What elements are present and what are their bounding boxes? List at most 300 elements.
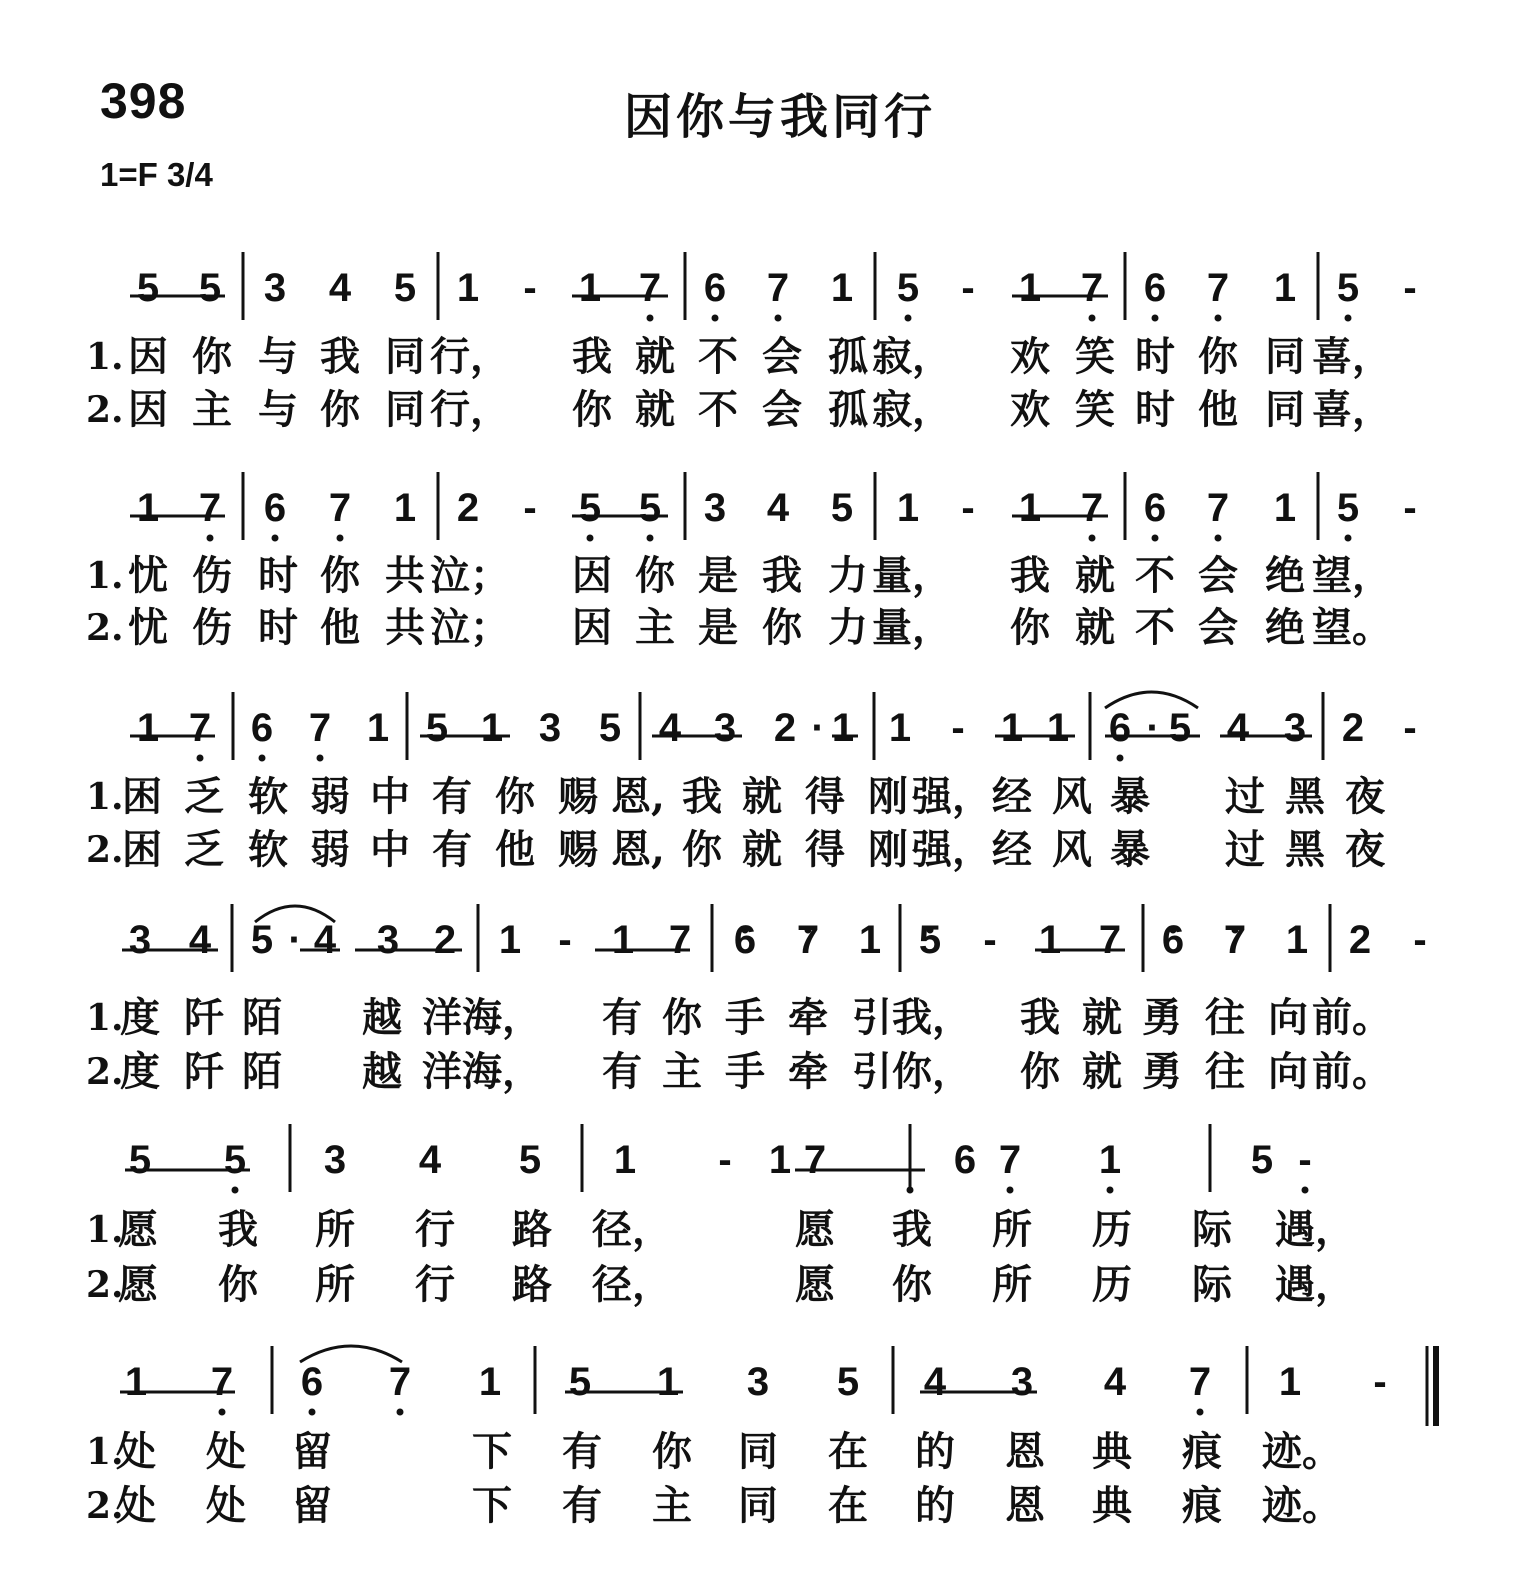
note: 3 <box>376 918 400 962</box>
note: 6 <box>1143 266 1167 310</box>
note: 6 <box>1108 706 1132 750</box>
note: 4 <box>418 1138 442 1182</box>
note: 5 <box>598 706 622 750</box>
note: 6 <box>300 1360 324 1404</box>
lyric-syllable: 海， <box>462 1048 542 1095</box>
lyric-syllable: 所 <box>992 1261 1032 1308</box>
octave-dot <box>309 1409 316 1416</box>
lyric-syllable: 时 <box>258 552 298 599</box>
note-dash: - <box>558 918 572 962</box>
lyric-syllable: 量， <box>872 552 952 599</box>
lyric-syllable: 中 <box>370 826 410 873</box>
lyric-syllable: 典 <box>1092 1428 1132 1475</box>
lyric-syllable: 黑 <box>1285 773 1325 820</box>
lyric-syllable: 软 <box>248 826 288 873</box>
note-dash: - <box>1403 266 1417 310</box>
octave-dot <box>1215 535 1222 542</box>
note: 5 <box>128 1138 152 1182</box>
lyric-syllable: 径， <box>592 1206 672 1253</box>
verse-number: 2. <box>86 607 124 649</box>
lyric-syllable: 有 <box>562 1482 602 1529</box>
lyric-syllable: 历 <box>1092 1206 1132 1253</box>
lyric-syllable: 同 <box>385 333 425 380</box>
verse-number: 1. <box>86 1431 124 1473</box>
lyric-syllable: 我 <box>762 552 802 599</box>
note: 3 <box>128 918 152 962</box>
note: 1 <box>498 918 522 962</box>
note: 3 <box>1283 706 1307 750</box>
lyric-syllable: 时 <box>258 604 298 651</box>
note: 5 <box>568 1360 592 1404</box>
octave-dot <box>1152 535 1159 542</box>
key-signature: 1=F 3/4 <box>100 156 213 193</box>
note: 7 <box>1098 918 1122 962</box>
lyric-syllable: 会 <box>762 386 802 433</box>
dot-rhythm: · <box>811 706 825 750</box>
lyric-syllable: 得 <box>805 826 845 873</box>
note: 5 <box>1336 486 1360 530</box>
note: 5 <box>136 266 160 310</box>
octave-dot <box>397 1409 404 1416</box>
lyric-syllable: 就 <box>1075 552 1115 599</box>
note: 2 <box>456 486 480 530</box>
lyric-syllable: 软 <box>248 773 288 820</box>
note: 5 <box>918 918 942 962</box>
octave-dot <box>647 315 654 322</box>
lyric-syllable: 弱 <box>310 826 350 873</box>
note: 6 <box>733 918 757 962</box>
note: 1 <box>1278 1360 1302 1404</box>
lyric-syllable: 勇 <box>1142 994 1182 1041</box>
octave-dot <box>775 315 782 322</box>
note: 5 <box>198 266 222 310</box>
lyric-syllable: 夜 <box>1345 826 1385 873</box>
note: 1 <box>858 918 882 962</box>
note: 1 <box>1273 266 1297 310</box>
octave-dot <box>272 535 279 542</box>
lyric-syllable: 愿 <box>118 1206 158 1253</box>
note: 1 <box>478 1360 502 1404</box>
note: 1 <box>366 706 390 750</box>
note: 7 <box>1188 1360 1212 1404</box>
lyric-syllable: 有 <box>602 1048 642 1095</box>
lyric-syllable: 径， <box>592 1261 672 1308</box>
lyric-syllable: 就 <box>742 773 782 820</box>
lyric-syllable: 手 <box>725 1048 765 1095</box>
lyric-syllable: 因 <box>128 386 168 433</box>
lyric-syllable: 所 <box>315 1206 355 1253</box>
note: 1 <box>1285 918 1309 962</box>
note: 6 <box>263 486 287 530</box>
note-dash: - <box>961 266 975 310</box>
lyric-syllable: 遇， <box>1275 1261 1355 1308</box>
note: 1 <box>1018 266 1042 310</box>
lyric-syllable: 是 <box>698 552 738 599</box>
note-dash: - <box>718 1138 732 1182</box>
octave-dot <box>317 755 324 762</box>
lyric-syllable: 赐 <box>558 773 598 820</box>
verse-number: 2. <box>86 389 124 431</box>
lyric-syllable: 主 <box>652 1482 692 1529</box>
lyric-syllable: 不 <box>698 333 738 380</box>
lyric-syllable: 刚 <box>868 773 908 820</box>
lyric-syllable: 风 <box>1052 826 1092 873</box>
lyric-syllable: 喜， <box>1312 386 1392 433</box>
lyric-syllable: 你 <box>682 826 722 873</box>
lyric-syllable: 的 <box>915 1482 955 1529</box>
lyric-syllable: 就 <box>1082 1048 1122 1095</box>
lyric-syllable: 泣； <box>430 552 510 599</box>
lyric-syllable: 你 <box>1010 604 1050 651</box>
lyric-syllable: 因 <box>572 552 612 599</box>
note-dash: - <box>983 918 997 962</box>
lyric-syllable: 越 <box>362 1048 402 1095</box>
note: 4 <box>1226 706 1250 750</box>
lyric-syllable: 你 <box>662 994 702 1041</box>
lyric-syllable: 会 <box>1198 552 1238 599</box>
octave-dot <box>587 535 594 542</box>
octave-dot <box>1345 315 1352 322</box>
lyric-syllable: 愿 <box>795 1261 835 1308</box>
note: 4 <box>658 706 682 750</box>
lyric-syllable: 前。 <box>1312 994 1392 1041</box>
octave-dot <box>1089 315 1096 322</box>
lyric-syllable: 陌 <box>242 994 282 1041</box>
lyric-syllable: 留 <box>292 1482 332 1529</box>
note: 1 <box>888 706 912 750</box>
octave-dot <box>1302 1187 1309 1194</box>
lyric-syllable: 笑 <box>1075 386 1115 433</box>
note: 2 <box>773 706 797 750</box>
lyric-syllable: 你 <box>320 552 360 599</box>
lyric-syllable: 忧 <box>128 604 168 651</box>
lyric-syllable: 牵 <box>788 1048 828 1095</box>
lyric-syllable: 所 <box>315 1261 355 1308</box>
note: 1 <box>578 266 602 310</box>
lyric-syllable: 伤 <box>192 604 232 651</box>
lyric-syllable: 黑 <box>1285 826 1325 873</box>
lyric-syllable: 你 <box>635 552 675 599</box>
lyric-syllable: 会 <box>762 333 802 380</box>
lyric-syllable: 你 <box>320 386 360 433</box>
lyric-syllable: 勇 <box>1142 1048 1182 1095</box>
lyric-syllable: 弱 <box>310 773 350 820</box>
lyric-syllable: 他 <box>495 826 535 873</box>
lyric-syllable: 处 <box>206 1428 246 1475</box>
verse-number: 2. <box>86 1051 124 1093</box>
note: 3 <box>1010 1360 1034 1404</box>
lyric-syllable: 你 <box>1020 1048 1060 1095</box>
note: 5 <box>393 266 417 310</box>
lyric-syllable: 越 <box>362 994 402 1041</box>
note: 4 <box>766 486 790 530</box>
lyric-syllable: 你 <box>495 773 535 820</box>
lyric-syllable: 刚 <box>868 826 908 873</box>
lyric-syllable: 阡 <box>184 1048 224 1095</box>
lyric-syllable: 度 <box>120 1048 160 1095</box>
note: 4 <box>313 918 337 962</box>
lyric-syllable: 过 <box>1225 773 1265 820</box>
note-dash: - <box>1298 1138 1312 1182</box>
lyric-syllable: 行， <box>430 333 510 380</box>
lyric-syllable: 引 <box>852 1048 892 1095</box>
lyric-syllable: 泣； <box>430 604 510 651</box>
lyric-syllable: 寂， <box>872 386 952 433</box>
octave-dot <box>1152 315 1159 322</box>
octave-dot <box>1089 535 1096 542</box>
lyric-syllable: 我 <box>218 1206 258 1253</box>
lyric-syllable: 不 <box>1135 604 1175 651</box>
lyric-syllable: 力 <box>828 604 868 651</box>
lyric-syllable: 你 <box>1198 333 1238 380</box>
lyric-syllable: 过 <box>1225 826 1265 873</box>
lyric-syllable: 共 <box>385 552 425 599</box>
dot-rhythm: · <box>288 918 302 962</box>
lyric-syllable: 得 <box>805 773 845 820</box>
lyric-syllable: 恩, <box>611 826 665 873</box>
lyric-syllable: 就 <box>1075 604 1115 651</box>
lyric-syllable: 乏 <box>184 773 224 820</box>
lyric-syllable: 往 <box>1205 1048 1245 1095</box>
lyric-syllable: 海， <box>462 994 542 1041</box>
note: 7 <box>796 918 820 962</box>
note: 1 <box>1098 1138 1122 1182</box>
lyric-syllable: 下 <box>472 1428 512 1475</box>
note: 1 <box>1018 486 1042 530</box>
lyric-syllable: 绝 <box>1265 552 1305 599</box>
lyric-syllable: 绝 <box>1265 604 1305 651</box>
note: 1 <box>768 1138 792 1182</box>
lyric-syllable: 望。 <box>1312 604 1392 651</box>
note: 1 <box>611 918 635 962</box>
lyric-syllable: 同 <box>385 386 425 433</box>
lyric-syllable: 同 <box>1265 333 1305 380</box>
octave-dot <box>207 535 214 542</box>
note: 1 <box>480 706 504 750</box>
verse-number: 2. <box>86 1485 124 1527</box>
note: 7 <box>1206 266 1230 310</box>
lyric-syllable: 暴 <box>1110 773 1150 820</box>
note: 1 <box>136 486 160 530</box>
note: 5 <box>518 1138 542 1182</box>
note: 1 <box>136 706 160 750</box>
note: 7 <box>998 1138 1022 1182</box>
lyric-syllable: 欢 <box>1010 386 1050 433</box>
lyric-syllable: 寂， <box>872 333 952 380</box>
note: 7 <box>803 1138 827 1182</box>
lyric-syllable: 主 <box>635 604 675 651</box>
lyric-syllable: 的 <box>915 1428 955 1475</box>
lyric-syllable: 际 <box>1192 1206 1232 1253</box>
lyric-syllable: 就 <box>742 826 782 873</box>
note: 5 <box>1250 1138 1274 1182</box>
verse-number: 2. <box>86 1264 124 1306</box>
lyric-syllable: 恩 <box>1005 1428 1045 1475</box>
octave-dot <box>219 1409 226 1416</box>
octave-dot <box>1117 755 1124 762</box>
lyric-syllable: 洋 <box>422 994 462 1041</box>
lyric-syllable: 同 <box>738 1428 778 1475</box>
note: 3 <box>263 266 287 310</box>
note: 2 <box>433 918 457 962</box>
lyric-syllable: 遇， <box>1275 1206 1355 1253</box>
octave-dot <box>907 1187 914 1194</box>
lyric-syllable: 你 <box>218 1261 258 1308</box>
note: 2 <box>1341 706 1365 750</box>
hymn-title: 因你与我同行 <box>623 89 936 145</box>
lyric-syllable: 际 <box>1192 1261 1232 1308</box>
lyric-syllable: 强， <box>912 826 992 873</box>
note: 1 <box>1046 706 1070 750</box>
note: 5 <box>638 486 662 530</box>
note: 6 <box>1143 486 1167 530</box>
verse-number: 2. <box>86 829 124 871</box>
note: 4 <box>188 918 212 962</box>
lyric-syllable: 有 <box>432 826 472 873</box>
lyric-syllable: 你 <box>652 1428 692 1475</box>
lyric-syllable: 会 <box>1198 604 1238 651</box>
verse-number: 1. <box>86 336 124 378</box>
lyric-syllable: 我 <box>892 1206 932 1253</box>
octave-dot <box>197 755 204 762</box>
lyric-syllable: 典 <box>1092 1482 1132 1529</box>
octave-dot <box>1215 315 1222 322</box>
lyric-syllable: 行 <box>415 1206 455 1253</box>
lyric-syllable: 他 <box>320 604 360 651</box>
note: 3 <box>713 706 737 750</box>
note: 7 <box>1080 266 1104 310</box>
lyric-syllable: 引 <box>852 994 892 1041</box>
note-dash: - <box>951 706 965 750</box>
lyric-syllable: 下 <box>472 1482 512 1529</box>
note: 3 <box>703 486 727 530</box>
note: 7 <box>388 1360 412 1404</box>
note: 1 <box>1000 706 1024 750</box>
lyric-syllable: 迹。 <box>1262 1428 1342 1475</box>
lyric-syllable: 痕 <box>1182 1428 1222 1475</box>
lyric-syllable: 就 <box>1082 994 1122 1041</box>
lyric-syllable: 夜 <box>1345 773 1385 820</box>
lyric-syllable: 陌 <box>242 1048 282 1095</box>
verse-number: 1. <box>86 997 124 1039</box>
note: 7 <box>1223 918 1247 962</box>
lyric-syllable: 在 <box>828 1482 868 1529</box>
note: 5 <box>896 266 920 310</box>
note: 5 <box>830 486 854 530</box>
note: 5 <box>1336 266 1360 310</box>
lyric-syllable: 与 <box>258 386 298 433</box>
lyric-syllable: 同 <box>738 1482 778 1529</box>
lyric-syllable: 我， <box>892 994 972 1041</box>
note: 7 <box>210 1360 234 1404</box>
lyric-syllable: 伤 <box>192 552 232 599</box>
lyric-syllable: 所 <box>992 1206 1032 1253</box>
note: 7 <box>328 486 352 530</box>
note: 1 <box>830 266 854 310</box>
lyric-syllable: 时 <box>1135 386 1175 433</box>
note: 1 <box>1038 918 1062 962</box>
note-dash: - <box>1403 486 1417 530</box>
lyric-syllable: 你， <box>892 1048 972 1095</box>
lyric-syllable: 经 <box>992 773 1032 820</box>
octave-dot <box>259 755 266 762</box>
lyric-syllable: 向 <box>1268 994 1308 1041</box>
lyric-syllable: 望， <box>1312 552 1392 599</box>
verse-number: 1. <box>86 1209 124 1251</box>
note: 4 <box>328 266 352 310</box>
lyric-syllable: 因 <box>572 604 612 651</box>
note: 5 <box>425 706 449 750</box>
verse-number: 1. <box>86 555 124 597</box>
lyric-syllable: 时 <box>1135 333 1175 380</box>
lyric-syllable: 暴 <box>1110 826 1150 873</box>
note: 7 <box>308 706 332 750</box>
lyric-syllable: 我 <box>682 773 722 820</box>
note: 7 <box>1206 486 1230 530</box>
note: 3 <box>538 706 562 750</box>
note: 1 <box>456 266 480 310</box>
lyric-syllable: 乏 <box>184 826 224 873</box>
lyric-syllable: 处 <box>206 1482 246 1529</box>
note: 4 <box>1103 1360 1127 1404</box>
lyric-syllable: 忧 <box>128 552 168 599</box>
lyric-syllable: 不 <box>698 386 738 433</box>
lyric-syllable: 前。 <box>1312 1048 1392 1095</box>
lyric-syllable: 力 <box>828 552 868 599</box>
lyric-syllable: 有 <box>602 994 642 1041</box>
lyric-syllable: 牵 <box>788 994 828 1041</box>
lyric-syllable: 是 <box>698 604 738 651</box>
lyric-syllable: 阡 <box>184 994 224 1041</box>
note: 5 <box>223 1138 247 1182</box>
note-dash: - <box>1403 706 1417 750</box>
note: 1 <box>124 1360 148 1404</box>
note: 7 <box>198 486 222 530</box>
note: 3 <box>746 1360 770 1404</box>
lyric-syllable: 我 <box>572 333 612 380</box>
note: 6 <box>250 706 274 750</box>
lyric-syllable: 痕 <box>1182 1482 1222 1529</box>
lyric-syllable: 迹。 <box>1262 1482 1342 1529</box>
lyric-syllable: 往 <box>1205 994 1245 1041</box>
note: 4 <box>923 1360 947 1404</box>
lyric-syllable: 赐 <box>558 826 598 873</box>
lyric-syllable: 我 <box>1020 994 1060 1041</box>
note: 1 <box>1273 486 1297 530</box>
lyric-syllable: 困 <box>122 773 162 820</box>
lyric-syllable: 风 <box>1052 773 1092 820</box>
octave-dot <box>1345 535 1352 542</box>
lyric-syllable: 同 <box>1265 386 1305 433</box>
note-dash: - <box>961 486 975 530</box>
note: 7 <box>1080 486 1104 530</box>
lyric-syllable: 孤 <box>828 386 868 433</box>
lyric-syllable: 有 <box>562 1428 602 1475</box>
lyric-syllable: 困 <box>122 826 162 873</box>
lyric-syllable: 恩 <box>1005 1482 1045 1529</box>
note: 2 <box>1348 918 1372 962</box>
lyric-syllable: 中 <box>370 773 410 820</box>
lyric-syllable: 处 <box>116 1482 156 1529</box>
lyric-syllable: 留 <box>292 1428 332 1475</box>
lyric-syllable: 行， <box>430 386 510 433</box>
lyric-syllable: 你 <box>892 1261 932 1308</box>
note: 6 <box>953 1138 977 1182</box>
note: 1 <box>393 486 417 530</box>
note: 1 <box>896 486 920 530</box>
lyric-syllable: 强， <box>912 773 992 820</box>
lyric-syllable: 你 <box>192 333 232 380</box>
